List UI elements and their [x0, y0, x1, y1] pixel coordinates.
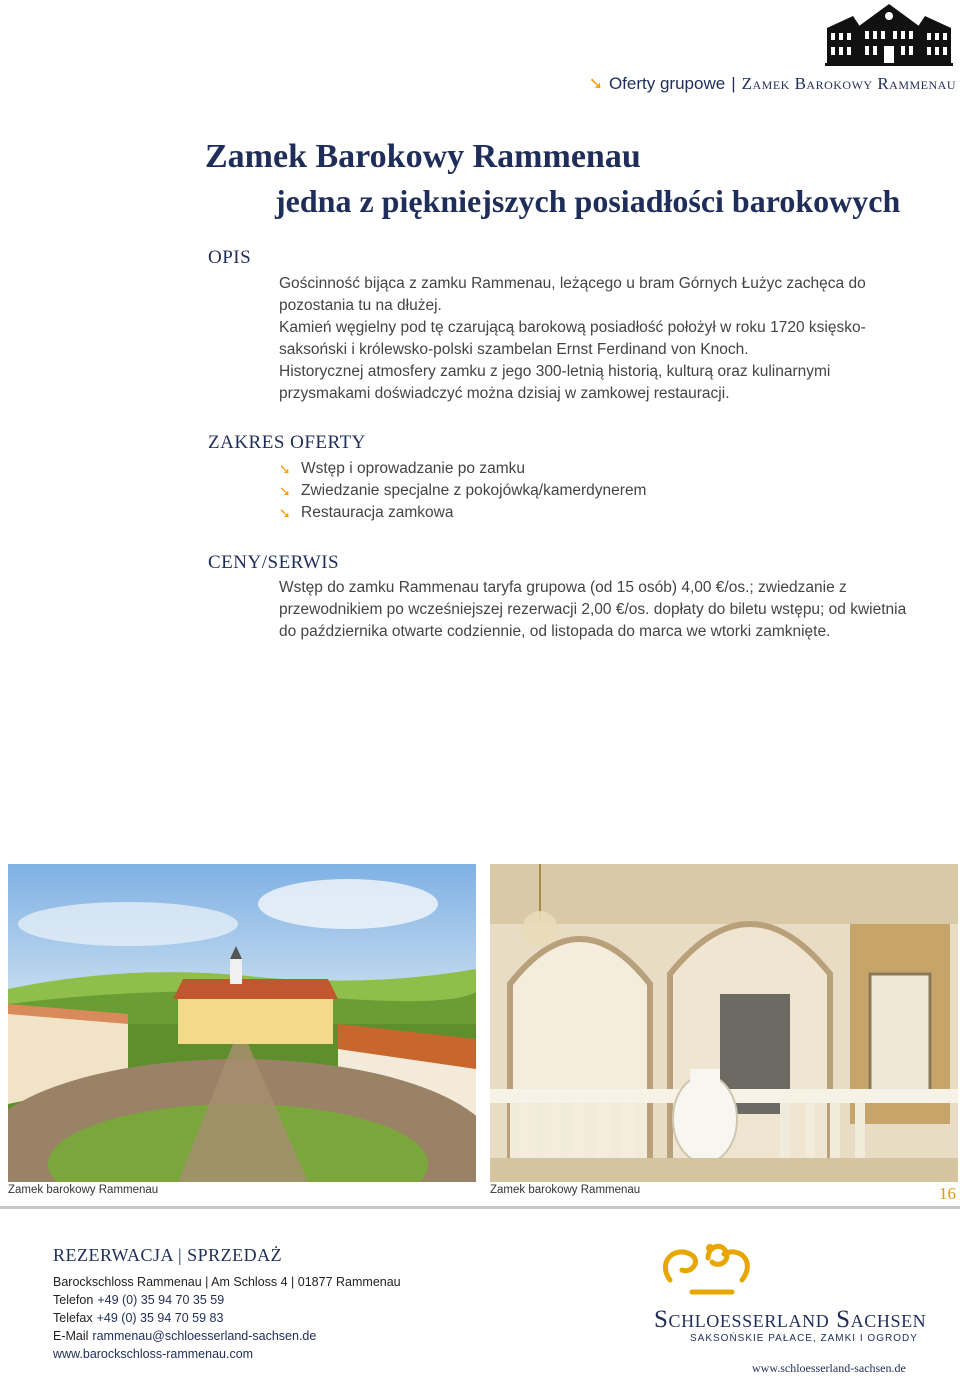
contact-email: [53, 1327, 316, 1345]
brand-tagline: SAKSOŃSKIE PAŁACE, ZAMKI I OGRODY: [690, 1333, 918, 1344]
opis-paragraph: Historycznej atmosfery zamku z jego 300-letnią historią, kulturą oraz kulinarnymi przysmakami doświadczyć można dzisiaj w zamkowej restauracji.: [279, 363, 831, 402]
list-item-label: Restauracja zamkowa: [301, 504, 454, 521]
contact-fax: [53, 1309, 223, 1327]
castle-aerial-photo: [8, 864, 476, 1182]
list-item: [279, 480, 646, 502]
email-link[interactable]: rammenau@schloesserland-sachsen.de: [92, 1329, 317, 1343]
list-item: [279, 458, 646, 480]
list-item: [279, 502, 646, 524]
orange-arrow-icon: ➘: [279, 483, 291, 499]
page-title: Zamek Barokowy Rammenau: [205, 138, 641, 175]
fax-label: Telefax: [53, 1311, 93, 1325]
list-item-label: Wstęp i oprowadzanie po zamku: [301, 460, 526, 477]
ceny-text: Wstęp do zamku Rammenau taryfa grupowa (od 15 osób) 4,00 €/os.; zwiedzanie z przewodnikiem po wcześniejszej rezerwacji 2,00 €/os. dopłaty do biletu wstępu; od kwietnia do października otwarte codziennie, od listopada do marca we wtorki zamknięte.: [279, 579, 907, 640]
brand-website-link[interactable]: www.schloesserland-sachsen.de: [752, 1361, 906, 1375]
section-heading-zakres: ZAKRES OFERTY: [208, 432, 366, 453]
opis-paragraph: Kamień węgielny pod tę czarującą barokową posiadłość położył w roku 1720 księsko-saksoński i królewsko-polski szambelan Ernst Ferdinand von Knoch.: [279, 319, 866, 358]
page-subtitle: jedna z piękniejszych posiadłości barokowych: [275, 183, 901, 219]
header-separator: |: [731, 74, 736, 93]
opis-paragraph: Gościnność bijąca z zamku Rammenau, leżącego u bram Górnych Łużyc zachęca do pozostania tu na dłużej.: [279, 275, 866, 314]
photo-caption-left: Zamek barokowy Rammenau: [8, 1184, 159, 1196]
offer-list: [279, 458, 646, 524]
booking-heading: REZERWACJA | SPRZEDAŻ: [53, 1245, 283, 1265]
fax-value: +49 (0) 35 94 70 59 83: [96, 1311, 224, 1325]
phone-label: Telefon: [53, 1293, 94, 1307]
page-number: 16: [939, 1184, 956, 1203]
contact-phone: [53, 1291, 224, 1309]
photo-caption-right: Zamek barokowy Rammenau: [490, 1184, 641, 1196]
section-heading-ceny: CENY/SERWIS: [208, 552, 340, 573]
contact-address: Barockschloss Rammenau | Am Schloss 4 | 01877 Rammenau: [53, 1275, 401, 1289]
email-label: E-Mail: [53, 1329, 89, 1343]
orange-arrow-icon: ➘: [588, 74, 603, 93]
opis-text: [279, 273, 919, 405]
phone-value[interactable]: +49 (0) 35 94 70 35 59: [97, 1293, 225, 1307]
header-category: Oferty grupowe: [608, 74, 726, 93]
footer-divider: [0, 1206, 960, 1209]
list-item-label: Zwiedzanie specjalne z pokojówką/kamerdynerem: [301, 482, 647, 499]
header-site: Zamek Barokowy Rammenau: [741, 74, 956, 93]
castle-interior-photo: [490, 864, 958, 1182]
section-heading-opis: OPIS: [208, 247, 252, 268]
website-link[interactable]: www.barockschloss-rammenau.com: [53, 1347, 254, 1361]
brand-name: Schloesserland Sachsen: [654, 1306, 927, 1333]
orange-arrow-icon: ➘: [279, 505, 291, 521]
castle-logo: [823, 2, 955, 68]
orange-arrow-icon: ➘: [279, 461, 291, 477]
header-strip: [589, 74, 956, 94]
